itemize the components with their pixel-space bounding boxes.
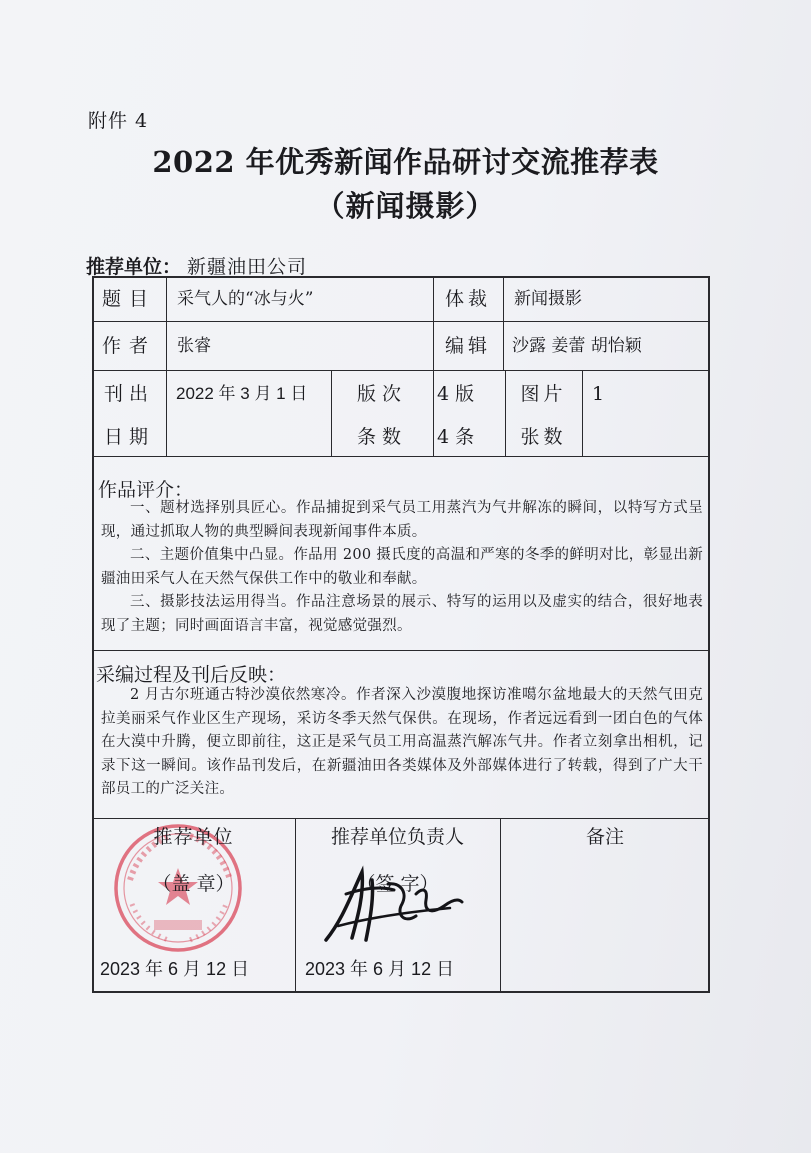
- pub-date-label-1: 刊出: [103, 383, 154, 405]
- col-divider: [582, 370, 583, 456]
- edition-value-1: 4 版: [437, 383, 475, 405]
- evaluation-paragraph-2: 二、主题价值集中凸显。作品用 200 摄氏度的高温和严寒的冬季的鲜明对比，彰显出新疆油田采气人在天然气保供工作中的敬业和奉献。: [101, 547, 703, 587]
- photos-label-1: 图片: [520, 383, 567, 405]
- row-divider: [92, 650, 710, 651]
- unit-label: 推荐单位: [153, 826, 234, 848]
- recommender-value: 新疆油田公司: [187, 256, 308, 278]
- process-heading: 采编过程及刊后反映：: [96, 664, 287, 686]
- head-label: 推荐单位负责人: [330, 826, 464, 848]
- edition-value-2: 4 条: [437, 426, 475, 448]
- genre-value: 新闻摄影: [514, 289, 582, 309]
- row-divider: [92, 321, 710, 322]
- edition-label-2: 条数: [356, 426, 407, 448]
- evaluation-heading: 作品评介：: [98, 479, 194, 501]
- unit-stamp-note: （盖 章）: [152, 873, 235, 895]
- attachment-label: 附件 4: [88, 110, 149, 132]
- evaluation-paragraph-3: 三、摄影技法运用得当。作品注意场景的展示、特写的运用以及虚实的结合，很好地表现了主题；同时画面语言丰富，视觉感觉强烈。: [101, 594, 703, 634]
- author-label: 作者: [101, 335, 156, 357]
- remarks-label: 备注: [585, 826, 624, 848]
- unit-date: 2023 年 6 月 12 日: [100, 959, 250, 979]
- title-value: 采气人的“冰与火”: [177, 289, 314, 309]
- title-label: 题目: [101, 288, 156, 310]
- row-divider: [92, 456, 710, 457]
- process-paragraph: 2 月古尔班通古特沙漠依然寒冷。作者深入沙漠腹地探访准噶尔盆地最大的天然气田克拉美丽采气作业区生产现场，采访冬季天然气保供。在现场，作者远远看到一团白色的气体在大漠中升腾，便立即前往，这正是采气员工用高温蒸汽解冻气井。作者立刻拿出相机，记录下这一瞬间。该作品刊发后，在新疆油田各类媒体及外部媒体进行了转载，得到了广大干部员工的广泛关注。: [101, 687, 703, 798]
- author-value: 张睿: [177, 336, 211, 356]
- recommender-label: 推荐单位：: [86, 256, 182, 278]
- row-divider: [92, 818, 710, 819]
- col-divider: [503, 276, 504, 370]
- head-sign-note: （签 字）: [356, 873, 439, 895]
- photos-value: 1: [592, 383, 605, 405]
- document-subtitle: （新闻摄影）: [315, 189, 496, 223]
- photos-label-2: 张数: [520, 426, 567, 448]
- recommender-row: [86, 252, 307, 279]
- pub-date-label-2: 日期: [103, 426, 154, 448]
- editor-value: 沙露 姜蕾 胡怡颖: [512, 336, 642, 356]
- edition-label-1: 版次: [356, 383, 407, 405]
- col-divider: [166, 276, 167, 456]
- evaluation-paragraph-1: 一、题材选择别具匠心。作品捕捉到采气员工用蒸汽为气井解冻的瞬间，以特写方式呈现，通过抓取人物的典型瞬间表现新闻事件本质。: [101, 500, 703, 540]
- pub-date-value: 2022 年 3 月 1 日: [176, 384, 308, 403]
- handwritten-signature: [318, 858, 468, 948]
- row-divider: [92, 370, 710, 371]
- genre-label: 体裁: [444, 288, 491, 310]
- editor-label: 编辑: [444, 335, 491, 357]
- document-title: 2022 年优秀新闻作品研讨交流推荐表: [152, 145, 659, 179]
- head-date: 2023 年 6 月 12 日: [305, 959, 455, 979]
